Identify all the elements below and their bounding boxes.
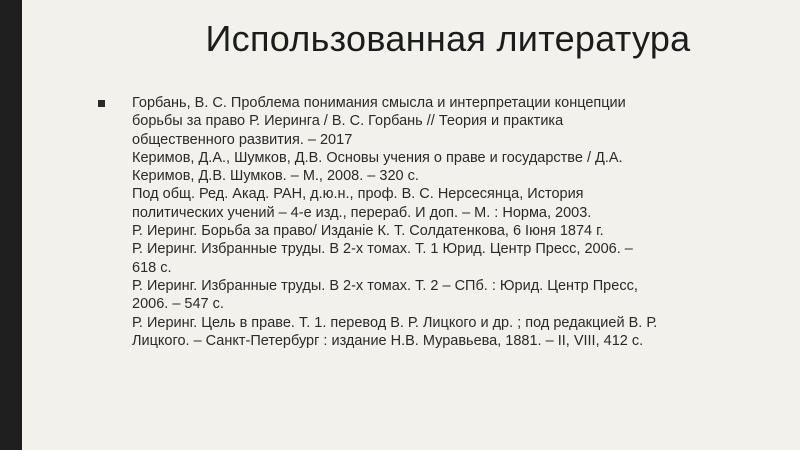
square-bullet-icon	[98, 100, 110, 350]
bibliography-line: 618 с.	[132, 259, 172, 276]
bibliography-line: Р. Иеринг. Борьба за право/ Изданiе К. Т. Солдатенкова, 6 Iюня 1874 г.	[132, 223, 604, 240]
slide-title: Использованная литература	[205, 18, 691, 59]
bibliography-line: 2006. – 547 с.	[132, 296, 224, 313]
bibliography-line: Под общ. Ред. Акад. РАН, д.ю.н., проф. В. С. Нерсесянца, История	[132, 186, 584, 203]
bibliography-line: Керимов, Д.А., Шумков, Д.В. Основы учения о праве и государстве / Д.А.	[132, 149, 623, 166]
bibliography-block	[98, 94, 718, 350]
bibliography-line: Лицкого. – Санкт-Петербург : издание Н.В. Муравьева, 1881. – II, VIII, 412 с.	[132, 332, 644, 349]
bibliography-line: Р. Иеринг. Избранные труды. В 2-х томах. Т. 2 – СПб. : Юрид. Центр Пресс,	[132, 277, 638, 294]
bibliography-line: Керимов, Д.В. Шумков. – М., 2008. – 320 с.	[132, 168, 419, 185]
bibliography-text	[110, 94, 657, 350]
bibliography-line: борьбы за право Р. Иеринга / В. С. Горбань // Теория и практика	[132, 113, 564, 130]
bibliography-line: Р. Иеринг. Цель в праве. Т. 1. перевод В. Р. Лицкого и др. ; под редакцией В. Р.	[132, 314, 658, 331]
bibliography-line: политических учений – 4-е изд., перераб. И доп. – М. : Норма, 2003.	[132, 204, 592, 221]
bibliography-line: Горбань, В. С. Проблема понимания смысла и интерпретации концепции	[132, 95, 626, 111]
bibliography-line: общественного развития. – 2017	[132, 131, 353, 148]
decorative-side-bar	[0, 0, 22, 450]
bibliography-line: Р. Иеринг. Избранные труды. В 2-х томах. Т. 1 Юрид. Центр Пресс, 2006. –	[132, 241, 633, 258]
